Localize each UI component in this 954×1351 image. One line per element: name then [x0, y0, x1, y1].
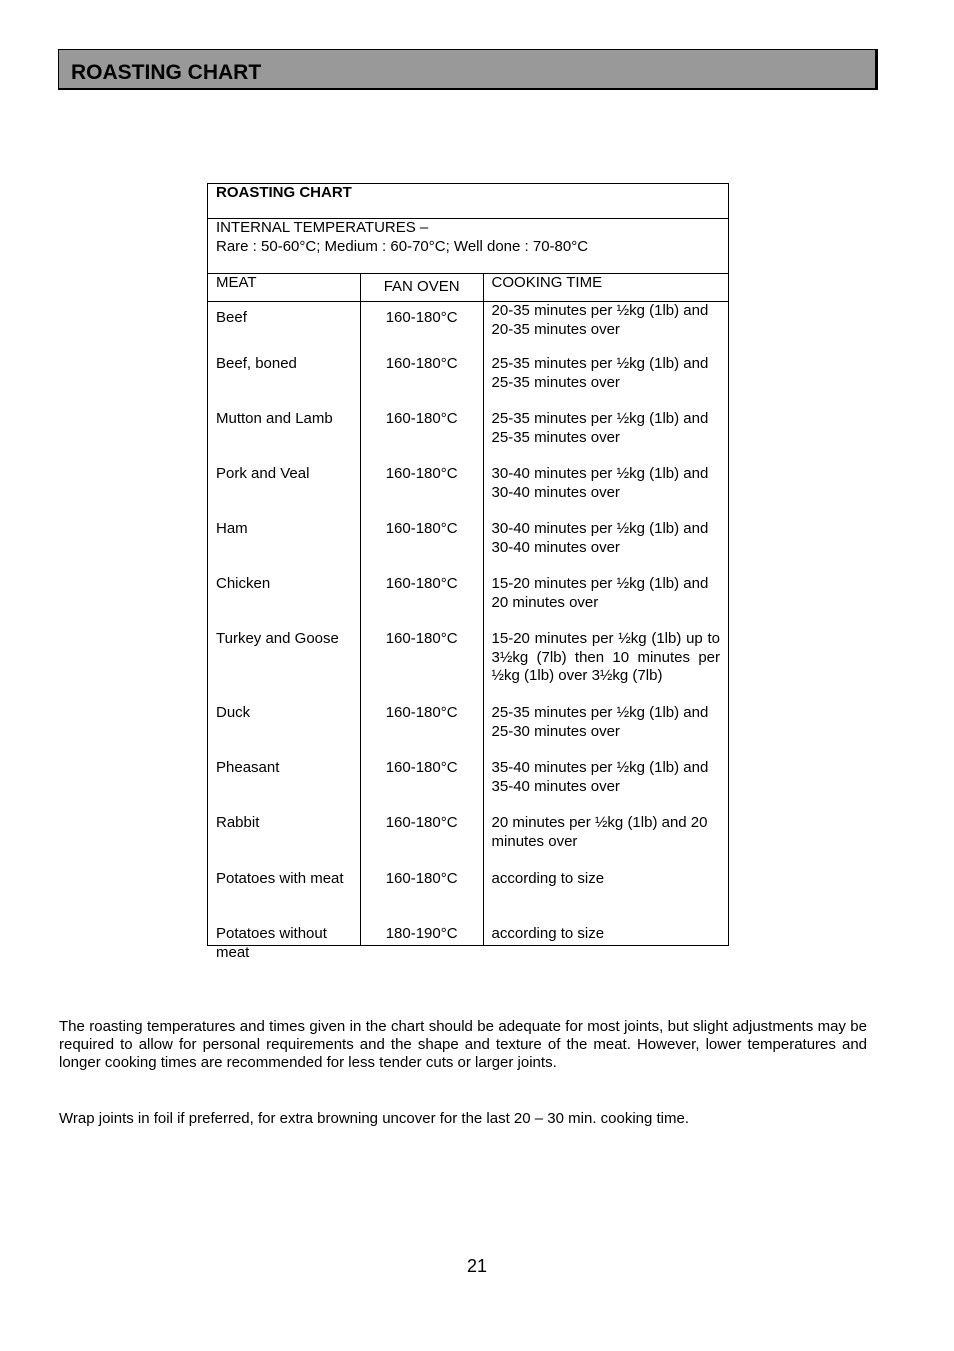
- cooking-time-cell: 15-20 minutes per ½kg (1lb) and 20 minutes over: [491, 575, 709, 611]
- fan-oven-cell: 160-180°C: [385, 814, 458, 831]
- cooking-time-cell: 15-20 minutes per ½kg (1lb) up to 3½kg (7lb) then 10 minutes per ½kg (1lb) over 3½kg (7lb): [491, 630, 720, 684]
- meat-cell: Potatoes with meat: [216, 870, 344, 887]
- section-header: [58, 49, 878, 90]
- cooking-time-cell: according to size: [491, 925, 605, 942]
- meat-cell: Chicken: [216, 575, 271, 592]
- fan-oven-cell: 160-180°C: [385, 704, 458, 721]
- meat-cell: Turkey and Goose: [216, 630, 339, 647]
- meat-cell: Potatoes without meat: [216, 925, 327, 961]
- fan-oven-cell: 160-180°C: [385, 630, 458, 647]
- cooking-time-cell: 25-35 minutes per ½kg (1lb) and 25-30 minutes over: [491, 704, 709, 740]
- column-header-fan-oven: FAN OVEN: [360, 274, 483, 302]
- fan-oven-cell: 160-180°C: [385, 520, 458, 537]
- column-header-row: [208, 274, 729, 302]
- meat-cell: Pheasant: [216, 759, 280, 776]
- internal-temps-cell: [208, 219, 729, 274]
- fan-oven-cell: 180-190°C: [385, 925, 458, 942]
- fan-oven-cell: 160-180°C: [385, 575, 458, 592]
- fan-oven-cell: 160-180°C: [385, 759, 458, 776]
- meat-cell: Duck: [216, 704, 251, 721]
- foil-wrap-paragraph: Wrap joints in foil if preferred, for extra browning uncover for the last 20 – 30 min. cooking time.: [59, 1110, 690, 1127]
- meat-cell: Ham: [216, 520, 248, 537]
- section-title: ROASTING CHART: [71, 61, 262, 84]
- internal-temps-values: Rare : 50-60°C; Medium : 60-70°C; Well done : 70-80°C: [216, 237, 589, 255]
- cooking-time-cell: 25-35 minutes per ½kg (1lb) and 25-35 minutes over: [491, 410, 709, 446]
- roasting-advice-paragraph: The roasting temperatures and times given in the chart should be adequate for most joints, but slight adjustments may be required to allow for personal requirements and the shape and texture of the meat. However, lower temperatures and longer cooking times are recommended for less tender cuts or larger joints.: [59, 1018, 867, 1072]
- cooking-time-cell: 35-40 minutes per ½kg (1lb) and 35-40 minutes over: [491, 759, 709, 795]
- column-header-meat: MEAT: [208, 274, 361, 302]
- cooking-time-cell: according to size: [491, 870, 605, 887]
- table-title-row: [208, 184, 729, 219]
- internal-temps-heading: INTERNAL TEMPERATURES –: [216, 219, 429, 236]
- fan-oven-cell: 160-180°C: [385, 465, 458, 482]
- column-header-cooking-time: COOKING TIME: [483, 274, 728, 302]
- table-title: ROASTING CHART: [208, 184, 729, 219]
- roasting-chart-table: [207, 183, 729, 961]
- meat-column: [208, 302, 361, 961]
- cooking-time-cell: 30-40 minutes per ½kg (1lb) and 30-40 minutes over: [491, 465, 709, 501]
- fan-oven-cell: 160-180°C: [385, 410, 458, 427]
- internal-temps-row: [208, 219, 729, 274]
- cooking-time-column: [483, 302, 728, 946]
- fan-oven-cell: 160-180°C: [385, 870, 458, 887]
- meat-cell: Beef: [216, 309, 247, 326]
- cooking-time-cell: 20 minutes per ½kg (1lb) and 20 minutes over: [491, 814, 708, 850]
- meat-cell: Mutton and Lamb: [216, 410, 333, 427]
- meat-cell: Rabbit: [216, 814, 260, 831]
- meat-cell: Pork and Veal: [216, 465, 310, 482]
- meat-cell: Beef, boned: [216, 355, 297, 372]
- fan-oven-column: [360, 302, 483, 946]
- table-body-row: [208, 302, 729, 946]
- cooking-time-cell: 20-35 minutes per ½kg (1lb) and 20-35 minutes over: [491, 302, 709, 338]
- cooking-time-cell: 25-35 minutes per ½kg (1lb) and 25-35 minutes over: [491, 355, 709, 391]
- cooking-time-cell: 30-40 minutes per ½kg (1lb) and 30-40 minutes over: [491, 520, 709, 556]
- fan-oven-cell: 160-180°C: [385, 355, 458, 372]
- page-number: 21: [466, 1256, 488, 1276]
- fan-oven-cell: 160-180°C: [385, 309, 458, 326]
